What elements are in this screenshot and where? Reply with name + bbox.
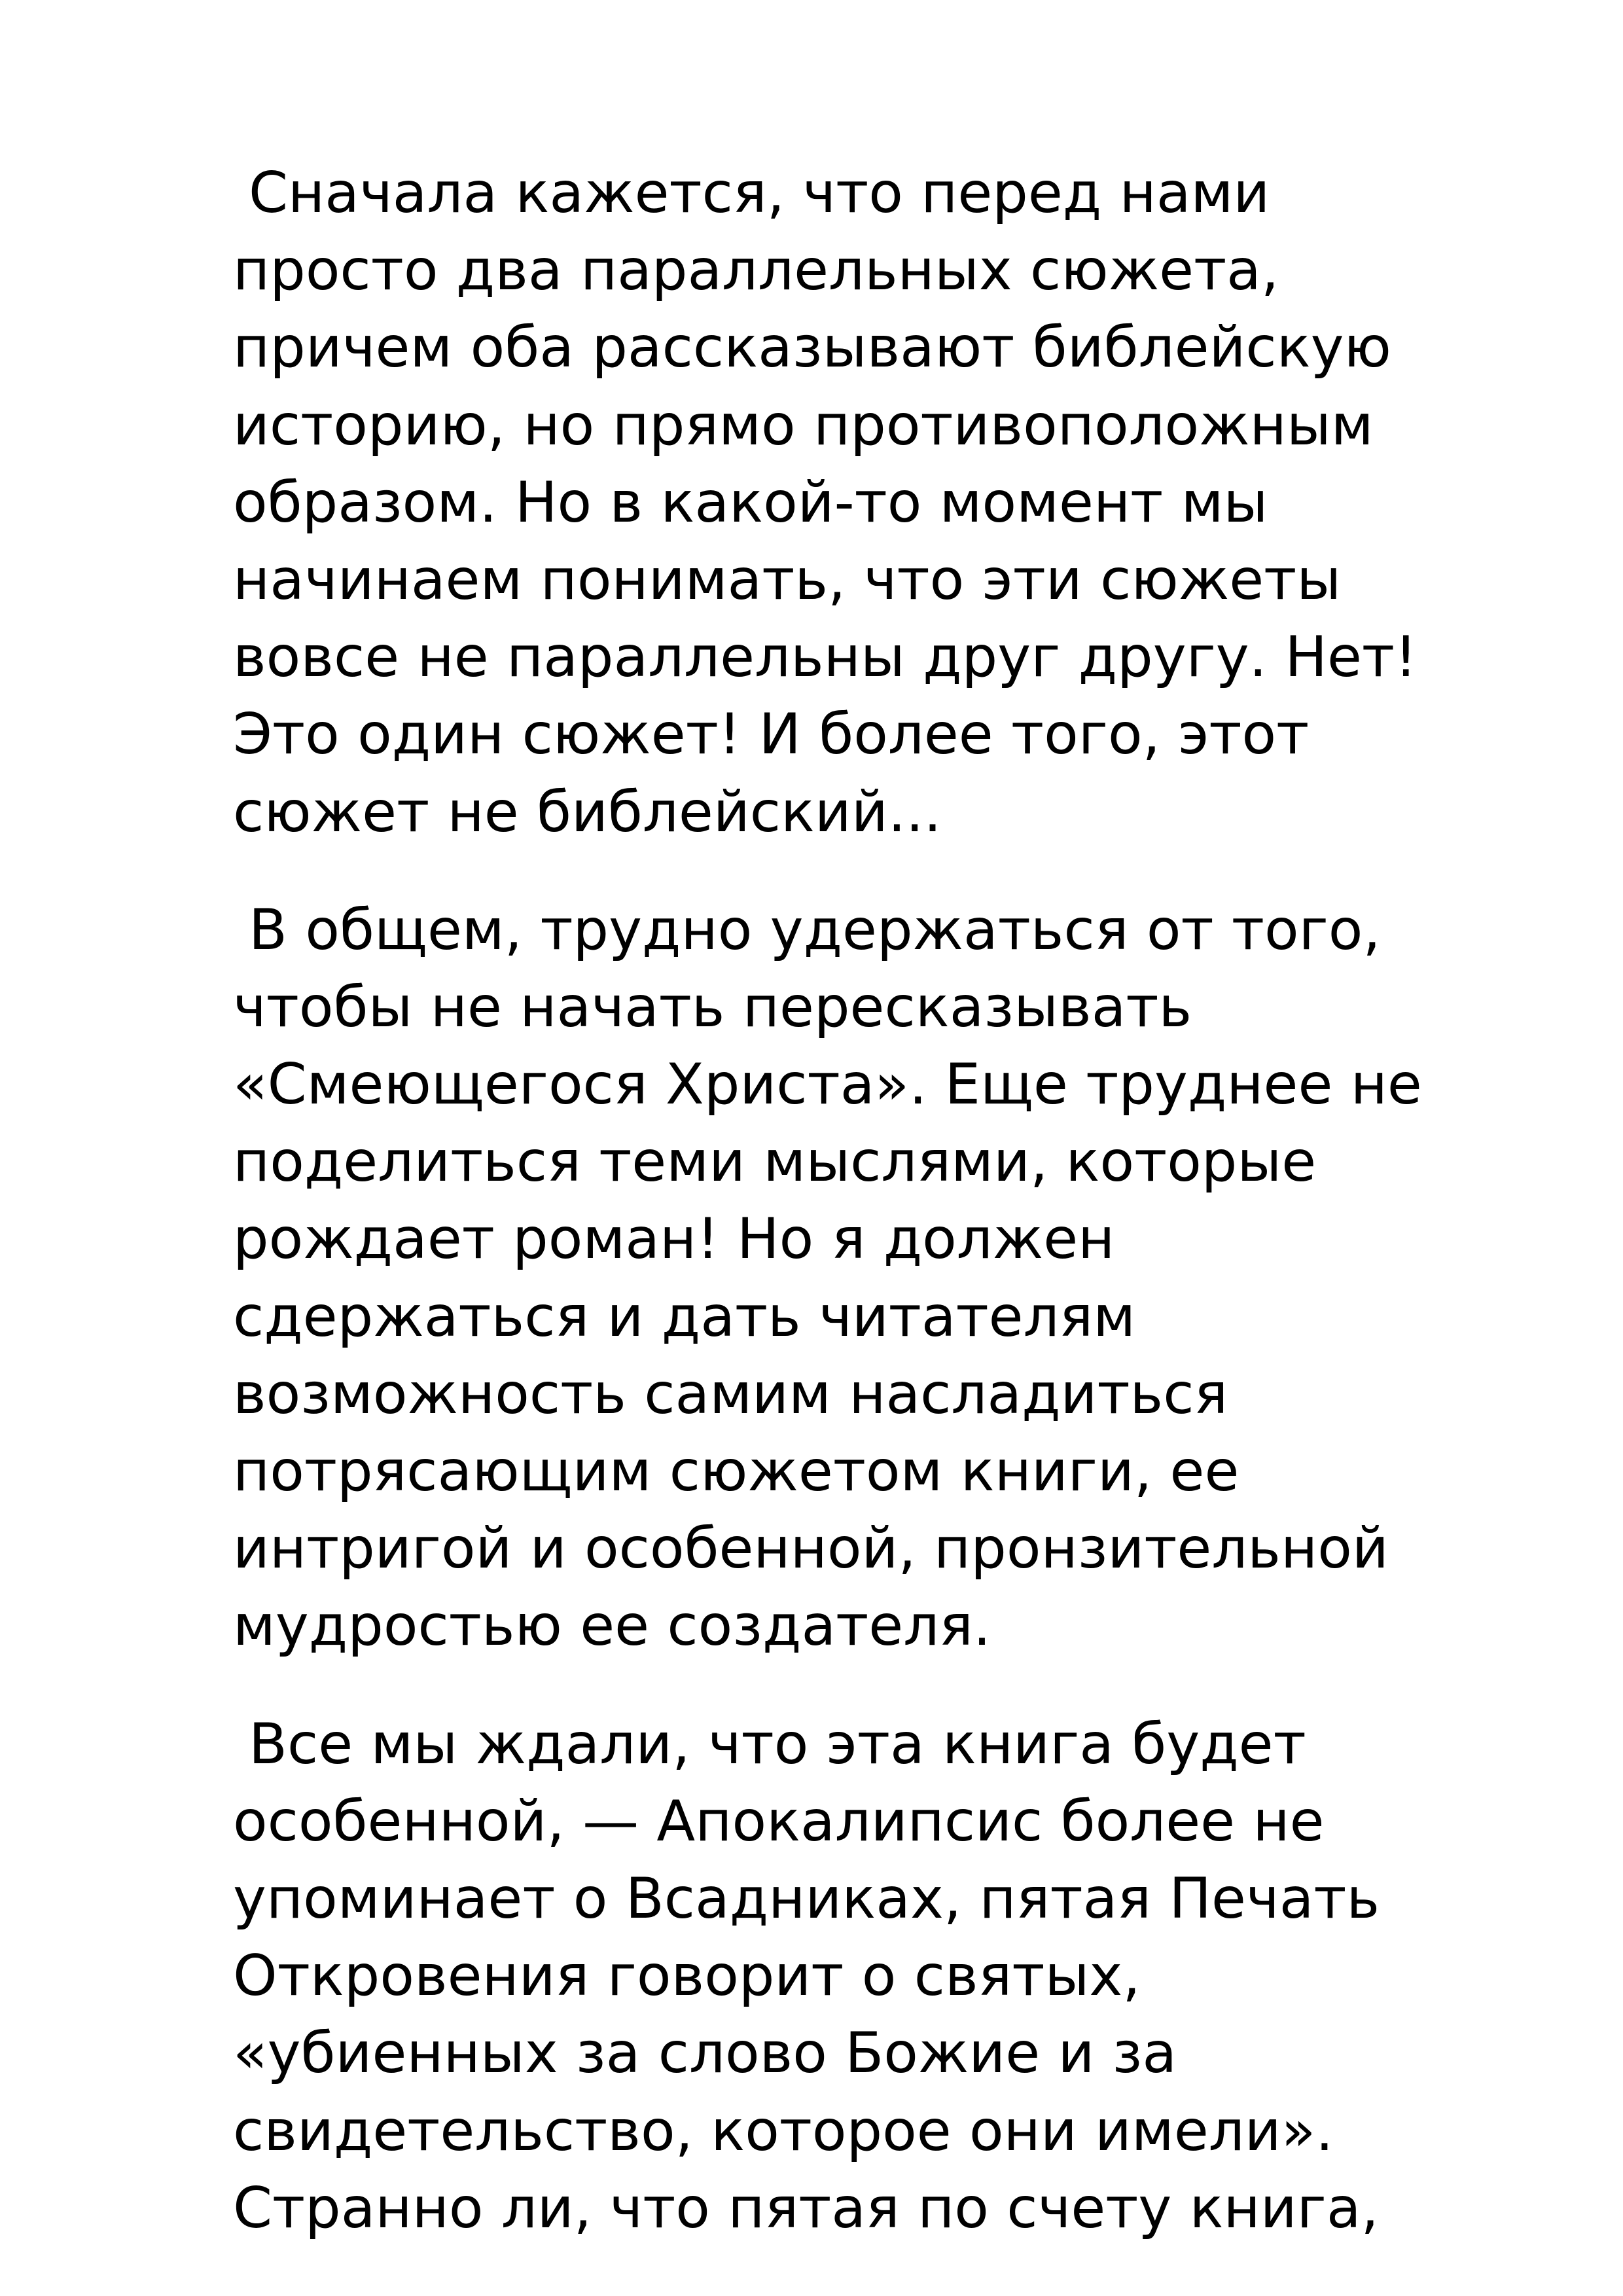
text-line: сдержаться и дать читателям xyxy=(233,1283,1136,1350)
text-line: Это один сюжет! И более того, этот xyxy=(233,702,1310,768)
text-line: В общем, трудно удержаться от того, xyxy=(249,897,1381,963)
text-line: образом. Но в какой-то момент мы xyxy=(233,469,1268,535)
paragraph-3 xyxy=(233,1706,1535,2247)
text-line: историю, но прямо противоположным xyxy=(233,392,1374,458)
text-line: просто два параллельных сюжета, xyxy=(233,238,1279,304)
text-line: начинаем понимать, что эти сюжеты xyxy=(233,547,1342,613)
paragraph-2 xyxy=(233,891,1535,1665)
text-line: вовсе не параллельны друг другу. Нет! xyxy=(233,624,1418,691)
text-line: поделиться теми мыслями, которые xyxy=(233,1129,1317,1195)
text-line: Странно ли, что пятая по счету книга, xyxy=(233,2175,1379,2241)
text-line: потрясающим сюжетом книги, ее xyxy=(233,1439,1240,1504)
text-line: рождает роман! Но я должен xyxy=(233,1206,1115,1272)
text-line: интригой и особенной, пронзительной xyxy=(233,1516,1389,1582)
text-line: Откровения говорит о святых, xyxy=(233,1943,1141,2009)
text-line: Все мы ждали, что эта книга будет xyxy=(249,1711,1306,1777)
text-line: свидетельство, которое они имели». xyxy=(233,2098,1334,2164)
text-line: упоминает о Всадниках, пятая Печать xyxy=(233,1865,1380,1931)
text-line: «убиенных за слово Божие и за xyxy=(233,2020,1177,2087)
text-line: мудростью ее создателя. xyxy=(233,1593,991,1659)
text-line: «Смеющегося Христа». Еще труднее не xyxy=(233,1052,1422,1118)
text-line: чтобы не начать пересказывать xyxy=(233,974,1192,1040)
text-line: особенной, — Апокалипсис более не xyxy=(233,1788,1325,1854)
document-page xyxy=(233,154,1535,2287)
text-line: причем оба рассказывают библейскую xyxy=(233,315,1391,381)
text-line: возможность самим насладиться xyxy=(233,1361,1228,1427)
text-line: Сначала кажется, что перед нами xyxy=(249,160,1270,226)
text-line: сюжет не библейский... xyxy=(233,779,942,845)
paragraph-1 xyxy=(233,154,1535,851)
